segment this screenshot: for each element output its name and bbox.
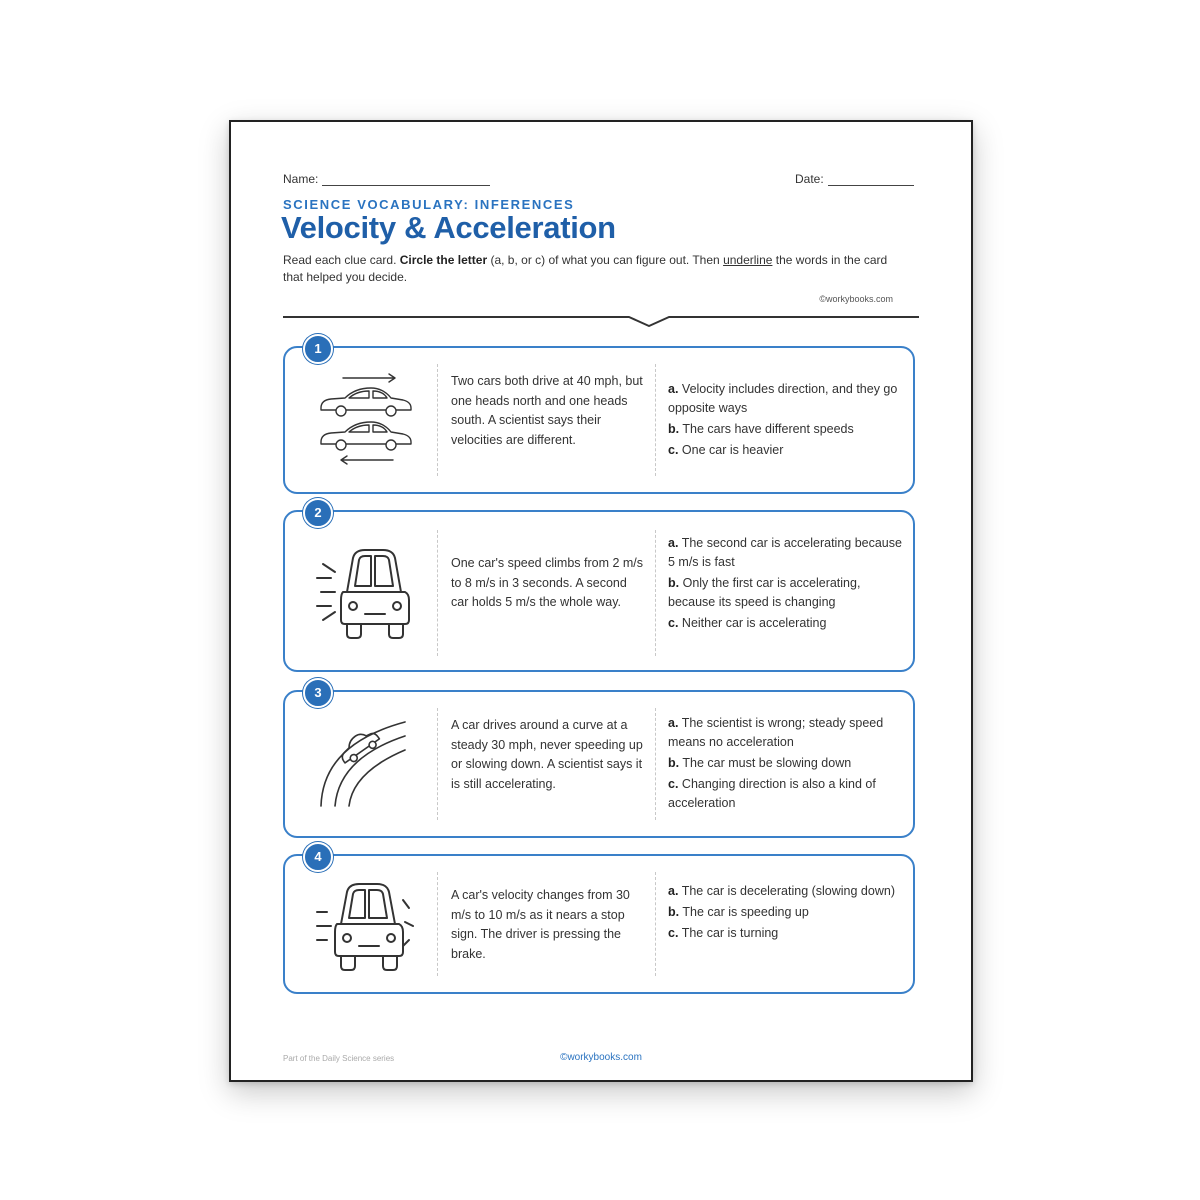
card-4-options [668,882,904,945]
option-letter: b. [668,905,680,919]
braking-car-icon [313,878,417,978]
card-3-number-badge: 3 [303,678,333,708]
card-3-separator-a [437,708,438,820]
option-letter: b. [668,422,680,436]
option-text: The car is speeding up [682,905,809,919]
card-2-number-badge: 2 [303,498,333,528]
worksheet-subtitle: SCIENCE VOCABULARY: INFERENCES [283,197,575,212]
card-3-separator-b [655,708,656,820]
instructions-bold: Circle the letter [399,253,488,267]
card-4-option-b[interactable] [668,903,904,922]
two-cars-opposite-arrows-icon [313,370,417,470]
option-letter: a. [668,716,679,730]
card-1-option-b[interactable] [668,420,904,439]
clue-card-1 [283,346,915,494]
card-1-separator-b [655,364,656,476]
option-text: Only the first car is accelerating, because its speed is changing [668,576,861,609]
option-text: Changing direction is also a kind of acceleration [668,777,876,810]
card-4-option-c[interactable] [668,924,904,943]
card-3-clue: A car drives around a curve at a steady 30 mph, never speeding up or slowing down. A scientist says it is still accelerating. [451,718,643,791]
card-1-option-c[interactable] [668,441,904,460]
option-text: Velocity includes direction, and they go opposite ways [668,382,898,415]
option-letter: c. [668,443,679,457]
card-2-clue: One car's speed climbs from 2 m/s to 8 m/s in 3 seconds. A second car holds 5 m/s the whole way. [451,556,644,609]
card-3-option-c[interactable] [668,775,904,813]
option-text: Neither car is accelerating [681,616,827,630]
option-text: The car is decelerating (slowing down) [681,884,895,898]
instructions-part1: Read each clue card. [283,253,397,267]
date-line[interactable] [828,173,914,186]
clue-card-4 [283,854,915,994]
option-letter: a. [668,884,679,898]
card-4-clue: A car's velocity changes from 30 m/s to 10 m/s as it nears a stop sign. The driver is pressing the brake. [451,888,630,961]
card-2-options [668,534,904,635]
instructions [283,252,895,286]
name-field[interactable] [283,172,490,186]
option-text: One car is heavier [681,443,784,457]
copyright: ©workybooks.com [819,294,893,304]
option-text: The car is turning [681,926,779,940]
card-2-option-a[interactable] [668,534,904,572]
card-4-separator-b [655,872,656,976]
card-3-option-b[interactable] [668,754,904,773]
worksheet-title: Velocity & Acceleration [281,210,616,245]
clue-card-3 [283,690,915,838]
option-text: The cars have different speeds [682,422,854,436]
card-1-options [668,380,904,462]
option-text: The scientist is wrong; steady speed means no acceleration [668,716,884,749]
option-letter: c. [668,616,679,630]
card-1-option-a[interactable] [668,380,904,418]
card-3-option-a[interactable] [668,714,904,752]
option-text: The car must be slowing down [682,756,852,770]
option-letter: a. [668,382,679,396]
option-letter: c. [668,926,679,940]
option-letter: b. [668,756,680,770]
card-3-options [668,714,904,815]
speeding-car-icon [313,544,417,644]
clue-card-2 [283,510,915,672]
worksheet-page [229,120,973,1082]
divider-line [281,307,921,327]
option-text: The second car is accelerating because 5 m/s is fast [668,536,902,569]
card-4-separator-a [437,872,438,976]
footer-series-note: Part of the Daily Science series [283,1054,395,1063]
card-4-option-a[interactable] [668,882,904,901]
instructions-part2: (a, b, or c) of what you can figure out. Then [490,253,720,267]
footer-website-link[interactable]: ©workybooks.com [560,1052,642,1063]
card-2-separator-a [437,530,438,656]
car-on-curve-icon [313,714,417,814]
card-2-option-b[interactable] [668,574,904,612]
name-line[interactable] [322,173,490,186]
date-field[interactable] [795,172,914,186]
option-letter: a. [668,536,679,550]
card-1-separator-a [437,364,438,476]
card-4-number-badge: 4 [303,842,333,872]
instructions-part3: the words in the card that helped you decide. [283,253,888,284]
instructions-underline: underline [723,253,773,267]
option-letter: b. [668,576,680,590]
card-2-separator-b [655,530,656,656]
card-1-number-badge: 1 [303,334,333,364]
card-1-clue: Two cars both drive at 40 mph, but one heads north and one heads south. A scientist says their velocities are different. [451,374,643,447]
name-label: Name: [283,172,319,186]
date-label: Date: [795,172,824,186]
card-2-option-c[interactable] [668,614,904,633]
option-letter: c. [668,777,679,791]
